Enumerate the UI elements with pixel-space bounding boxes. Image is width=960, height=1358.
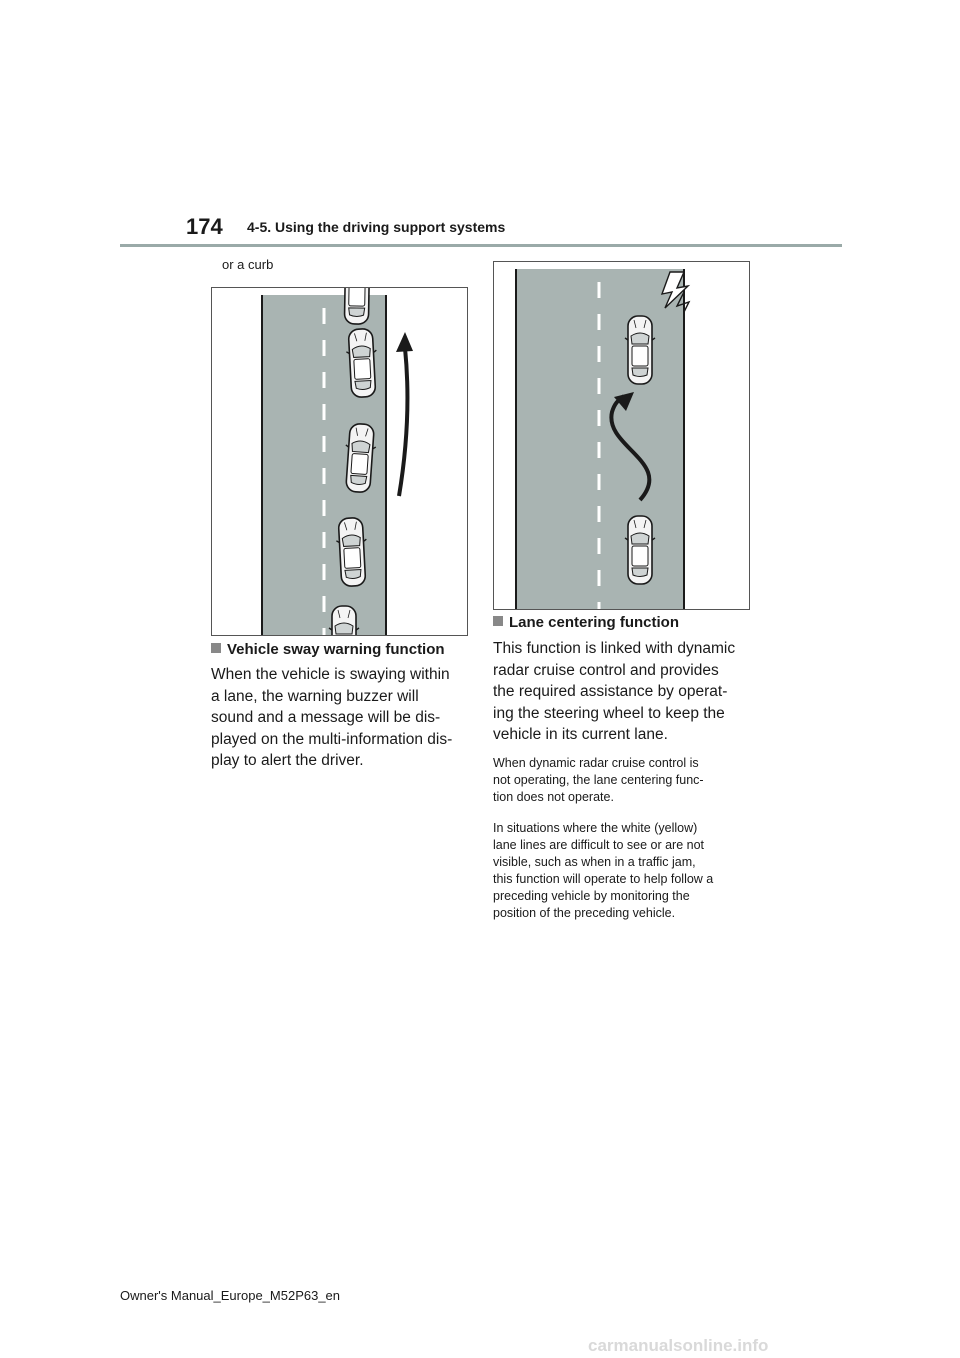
note-line: When dynamic radar cruise control is: [493, 756, 699, 770]
car-icon: [625, 316, 655, 384]
body-line: played on the multi-information dis-: [211, 730, 453, 748]
note-lane-lines: [493, 820, 753, 922]
sway-warning-body: [211, 664, 476, 772]
header-rule: [120, 244, 842, 247]
body-line: When the vehicle is swaying within: [211, 666, 450, 683]
body-line: vehicle in its current lane.: [493, 726, 668, 743]
note-line: lane lines are difficult to see or are not: [493, 838, 705, 852]
body-line: radar cruise control and provides: [493, 661, 719, 679]
note-line: not operating, the lane centering func-: [493, 773, 704, 787]
body-line: ing the steering wheel to keep the: [493, 704, 725, 722]
page-number: 174: [186, 214, 223, 239]
car-icon: [329, 606, 359, 635]
car-icon: [341, 288, 372, 324]
note-line: visible, such as when in a traffic jam,: [493, 855, 696, 869]
note-line: preceding vehicle by monitoring the: [493, 889, 690, 903]
sway-warning-heading-text: Vehicle sway warning function: [227, 641, 445, 658]
section-title: 4-5. Using the driving support systems: [247, 219, 506, 235]
body-line: a lane, the warning buzzer will: [211, 687, 419, 705]
body-line: the required assistance by operat-: [493, 683, 728, 700]
note-line: tion does not operate.: [493, 790, 614, 804]
note-radar-cruise: [493, 755, 753, 806]
body-line: sound and a message will be dis-: [211, 709, 441, 726]
heading-marker-icon: [493, 616, 503, 626]
lane-centering-heading-text: Lane centering function: [509, 614, 680, 631]
heading-marker-icon: [211, 643, 221, 653]
lane-centering-illustration: [493, 261, 750, 610]
note-line: position of the preceding vehicle.: [493, 906, 676, 920]
drift-arrow: [399, 348, 407, 496]
footer-text: Owner's Manual_Europe_M52P63_en: [120, 1288, 341, 1303]
note-line: this function will operate to help follow a: [493, 872, 714, 886]
sway-warning-illustration: [211, 287, 468, 636]
note-line: In situations where the white (yellow): [493, 821, 698, 835]
continued-text: or a curb: [222, 257, 274, 272]
watermark: carmanualsonline.info: [588, 1336, 769, 1355]
car-icon: [625, 516, 655, 584]
body-line: This function is linked with dynamic: [493, 640, 736, 657]
body-line: play to alert the driver.: [211, 752, 364, 769]
lane-centering-body: [493, 638, 758, 746]
sway-warning-heading: [211, 641, 445, 658]
lane-centering-heading: [493, 614, 679, 631]
arrow-head: [396, 332, 413, 352]
